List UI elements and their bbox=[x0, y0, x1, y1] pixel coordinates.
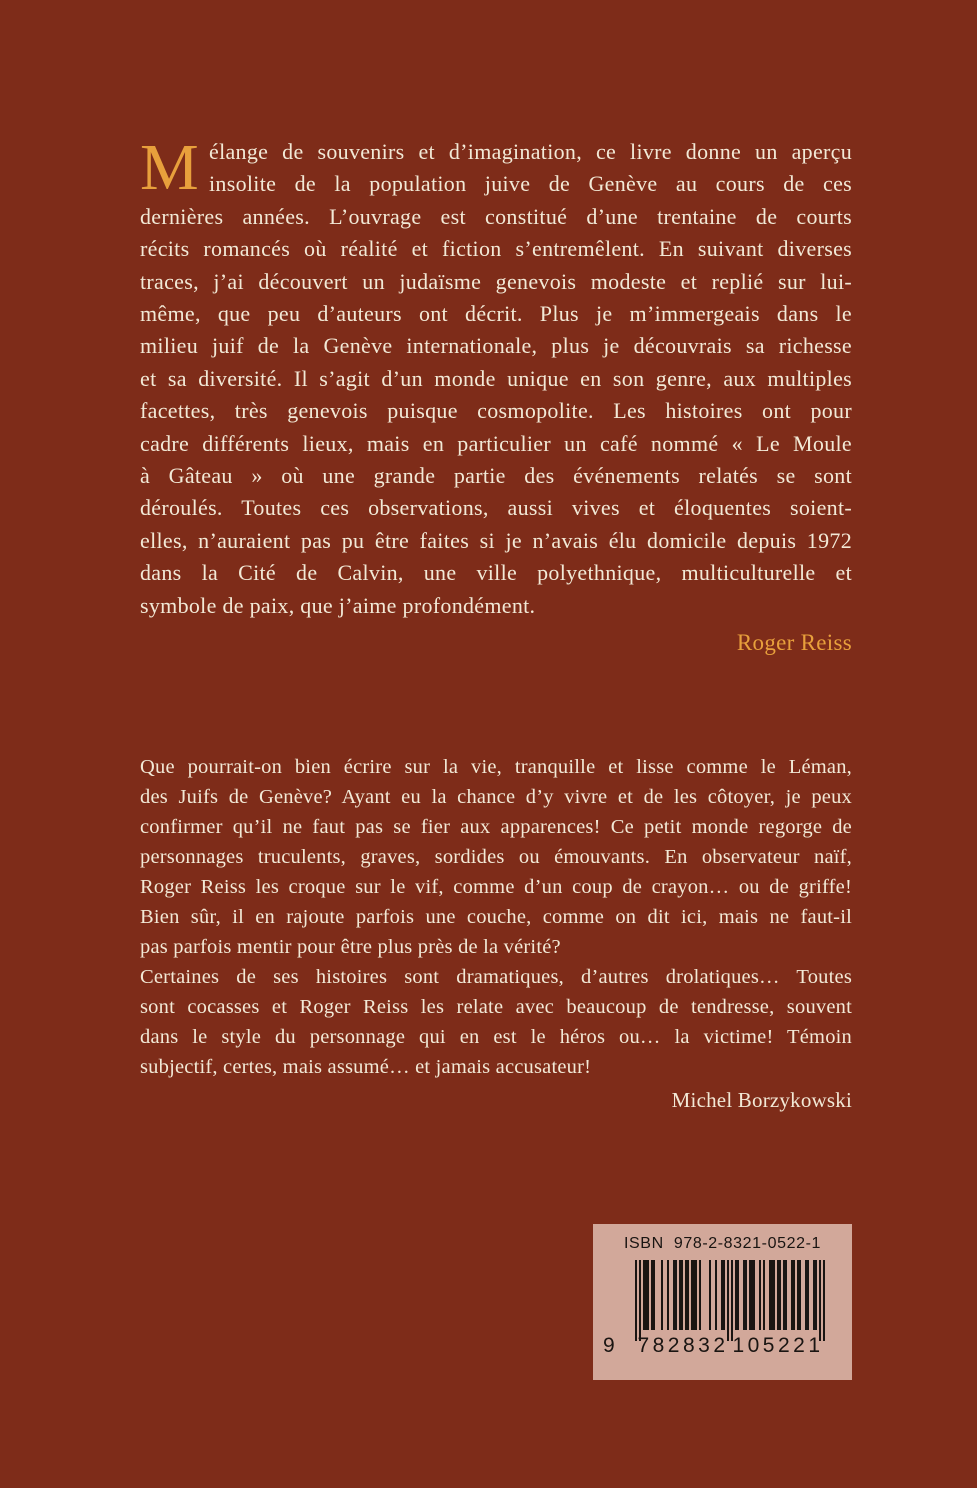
reviewer-blurb bbox=[140, 752, 852, 1113]
blurb-line: traces, j’ai découvert un judaïsme genevois modeste et replié sur lui- bbox=[140, 268, 852, 294]
blurb-line: Certaines de ses histoires sont dramatiques, d’autres drolatiques… Toutes bbox=[140, 966, 852, 988]
blurb-line: elles, n’auraient pas pu être faites si je n’avais élu domicile depuis 1972 bbox=[140, 527, 852, 553]
blurb-line: personnages truculents, graves, sordides ou émouvants. En observateur naïf, bbox=[140, 846, 852, 868]
ean-group-2: 105221 bbox=[732, 1334, 824, 1357]
blurb-line: dans le style du personnage qui en est le héros ou… la victime! Témoin bbox=[140, 1026, 852, 1048]
reviewer-signature: Michel Borzykowski bbox=[671, 1088, 852, 1112]
ean-leading-digit: 9 bbox=[603, 1334, 615, 1357]
author-blurb bbox=[140, 131, 852, 657]
blurb-line: à Gâteau » où une grande partie des événements relatés se sont bbox=[140, 463, 852, 489]
blurb-line: déroulés. Toutes ces observations, aussi vives et éloquentes soient- bbox=[140, 495, 852, 521]
blurb-line: cadre différents lieux, mais en particulier un café nommé « Le Moule bbox=[140, 430, 852, 456]
blurb-line: sont cocasses et Roger Reiss les relate avec beaucoup de tendresse, souvent bbox=[140, 996, 852, 1018]
blurb-line: même, que peu d’auteurs ont décrit. Plus je m’immergeais dans le bbox=[140, 301, 852, 327]
blurb-line: Bien sûr, il en rajoute parfois une couche, comme on dit ici, mais ne faut-il bbox=[140, 906, 852, 928]
blurb-line: et sa diversité. Il s’agit d’un monde unique en son genre, aux multiples bbox=[140, 365, 852, 391]
blurb-line: Roger Reiss les croque sur le vif, comme d’un coup de crayon… ou de griffe! bbox=[140, 876, 852, 898]
blurb-line: Que pourrait-on bien écrire sur la vie, tranquille et lisse comme le Léman, bbox=[140, 756, 852, 778]
author-signature: Roger Reiss bbox=[736, 630, 852, 656]
barcode-panel bbox=[593, 1224, 852, 1380]
blurb-line: insolite de la population juive de Genève au cours de ces bbox=[209, 171, 852, 197]
blurb-line: confirmer qu’il ne faut pas se fier aux apparences! Ce petit monde regorge de bbox=[140, 816, 852, 838]
blurb-line: élange de souvenirs et d’imagination, ce livre donne un aperçu bbox=[209, 139, 852, 164]
blurb-line: dernières années. L’ouvrage est constitué d’une trentaine de courts bbox=[140, 203, 852, 229]
blurb-line: milieu juif de la Genève internationale, plus je découvrais sa richesse bbox=[140, 333, 852, 359]
blurb-line: subjectif, certes, mais assumé… et jamais accusateur! bbox=[140, 1056, 592, 1078]
ean-group-1: 782832 bbox=[637, 1334, 729, 1357]
blurb-line: récits romancés où réalité et fiction s’entremêlent. En suivant diverses bbox=[140, 236, 852, 262]
isbn-label: ISBN 978-2-8321-0522-1 bbox=[623, 1235, 822, 1252]
blurb-line: symbole de paix, que j’aime profondément. bbox=[140, 592, 536, 618]
blurb-line: facettes, très genevois puisque cosmopolite. Les histoires ont pour bbox=[140, 398, 852, 424]
blurb-line: dans la Cité de Calvin, une ville polyethnique, multiculturelle et bbox=[140, 560, 852, 586]
dropcap-letter: M bbox=[140, 131, 199, 204]
barcode-bars bbox=[635, 1260, 825, 1341]
blurb-line: des Juifs de Genève? Ayant eu la chance d’y vivre et de les côtoyer, je peux bbox=[140, 786, 852, 808]
blurb-line: pas parfois mentir pour être plus près de la vérité? bbox=[140, 936, 561, 958]
